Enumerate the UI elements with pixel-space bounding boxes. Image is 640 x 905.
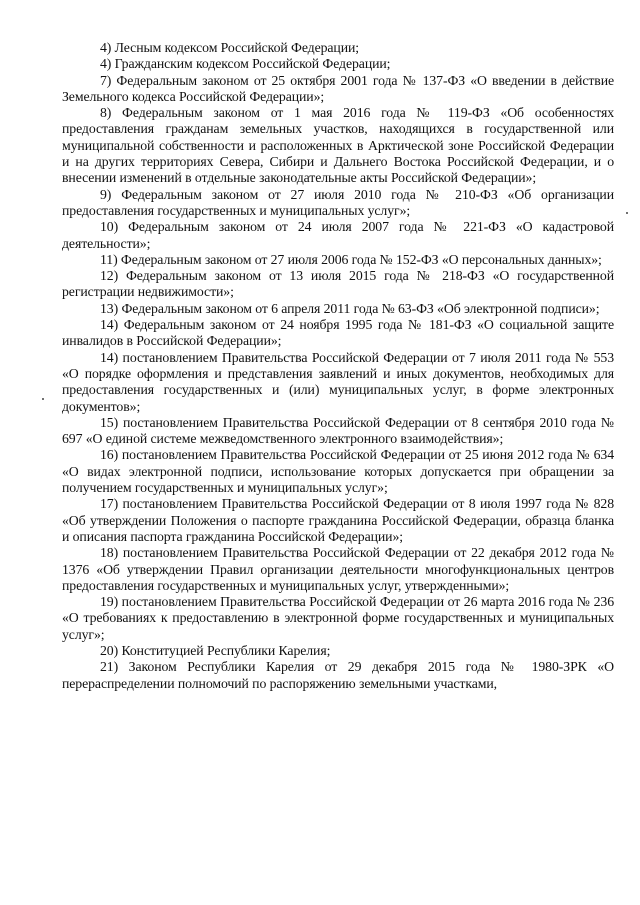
list-item: 16) постановлением Правительства Российской Федерации от 25 июня 2012 года № 634 «О видах электронной подписи, использование которых допускается при обращении за получением государственных и муниципальных услуг»; bbox=[62, 447, 614, 496]
scan-speck bbox=[42, 398, 44, 400]
list-item: 13) Федеральным законом от 6 апреля 2011 года № 63-ФЗ «Об электронной подписи»; bbox=[100, 300, 600, 316]
list-item: 4) Лесным кодексом Российской Федерации; bbox=[100, 40, 360, 55]
list-item: 7) Федеральным законом от 25 октября 2001 года № 137-ФЗ «О введении в действие Земельного кодекса Российской Федерации»; bbox=[62, 72, 614, 104]
list-item: 20) Конституцией Республики Карелия; bbox=[100, 642, 331, 658]
list-item: 21) Законом Республики Карелия от 29 декабря 2015 года № 1980-ЗРК «О перераспределении полномочий по распоряжению земельными участками, bbox=[62, 659, 614, 691]
list-item: 15) постановлением Правительства Российской Федерации от 8 сентября 2010 года № 697 «О единой системе межведомственного электронного взаимодействия»; bbox=[62, 414, 614, 447]
list-item: 18) постановлением Правительства Российской Федерации от 22 декабря 2012 года № 1376 «Об утверждении Правил организации деятельности многофункциональных центров предоставления государственных и муниципальных услуг, утвержденными»; bbox=[62, 545, 614, 593]
list-item: 12) Федеральным законом от 13 июля 2015 года № 218-ФЗ «О государственной регистрации недвижимости»; bbox=[62, 268, 614, 300]
list-item: 8) Федеральным законом от 1 мая 2016 года № 119-ФЗ «Об особенностях предоставления гражданам земельных участков, находящихся в государственной или муниципальной собственности и расположенных в Арктической зоне Российской Федерации и на других территориях Севера, Сибири и Дальнего Востока Российской Федерации, и о внесении изменений в отдельные законодательные акты Российской Федерации»; bbox=[62, 105, 614, 186]
list-item: 17) постановлением Правительства Российской Федерации от 8 июля 1997 года № 828 «Об утверждении Положения о паспорте гражданина Российской Федерации, образца бланка и описания паспорта гражданина Российской Федерации»; bbox=[62, 496, 614, 544]
legal-basis-list bbox=[62, 40, 614, 692]
list-item: 10) Федеральным законом от 24 июля 2007 года № 221-ФЗ «О кадастровой деятельности»; bbox=[62, 219, 614, 251]
scan-speck bbox=[626, 212, 628, 214]
list-item: 4) Гражданским кодексом Российской Федерации; bbox=[100, 56, 391, 72]
list-item: 11) Федеральным законом от 27 июля 2006 года № 152-ФЗ «О персональных данных»; bbox=[100, 251, 602, 267]
list-item: 14) Федеральным законом от 24 ноября 1995 года № 181-ФЗ «О социальной защите инвалидов в Российской Федерации»; bbox=[62, 317, 614, 349]
list-item: 9) Федеральным законом от 27 июля 2010 года № 210-ФЗ «Об организации предоставления государственных и муниципальных услуг»; bbox=[62, 186, 614, 218]
list-item: 14) постановлением Правительства Российской Федерации от 7 июля 2011 года № 553 «О порядке оформления и представления заявлений и иных документов, необходимых для предоставления государственных и (или) муниципальных услуг, в форме электронных документов»; bbox=[62, 349, 614, 414]
list-item: 19) постановлением Правительства Российской Федерации от 26 марта 2016 года № 236 «О требованиях к предоставлению в электронной форме государственных и муниципальных услуг»; bbox=[62, 594, 614, 642]
